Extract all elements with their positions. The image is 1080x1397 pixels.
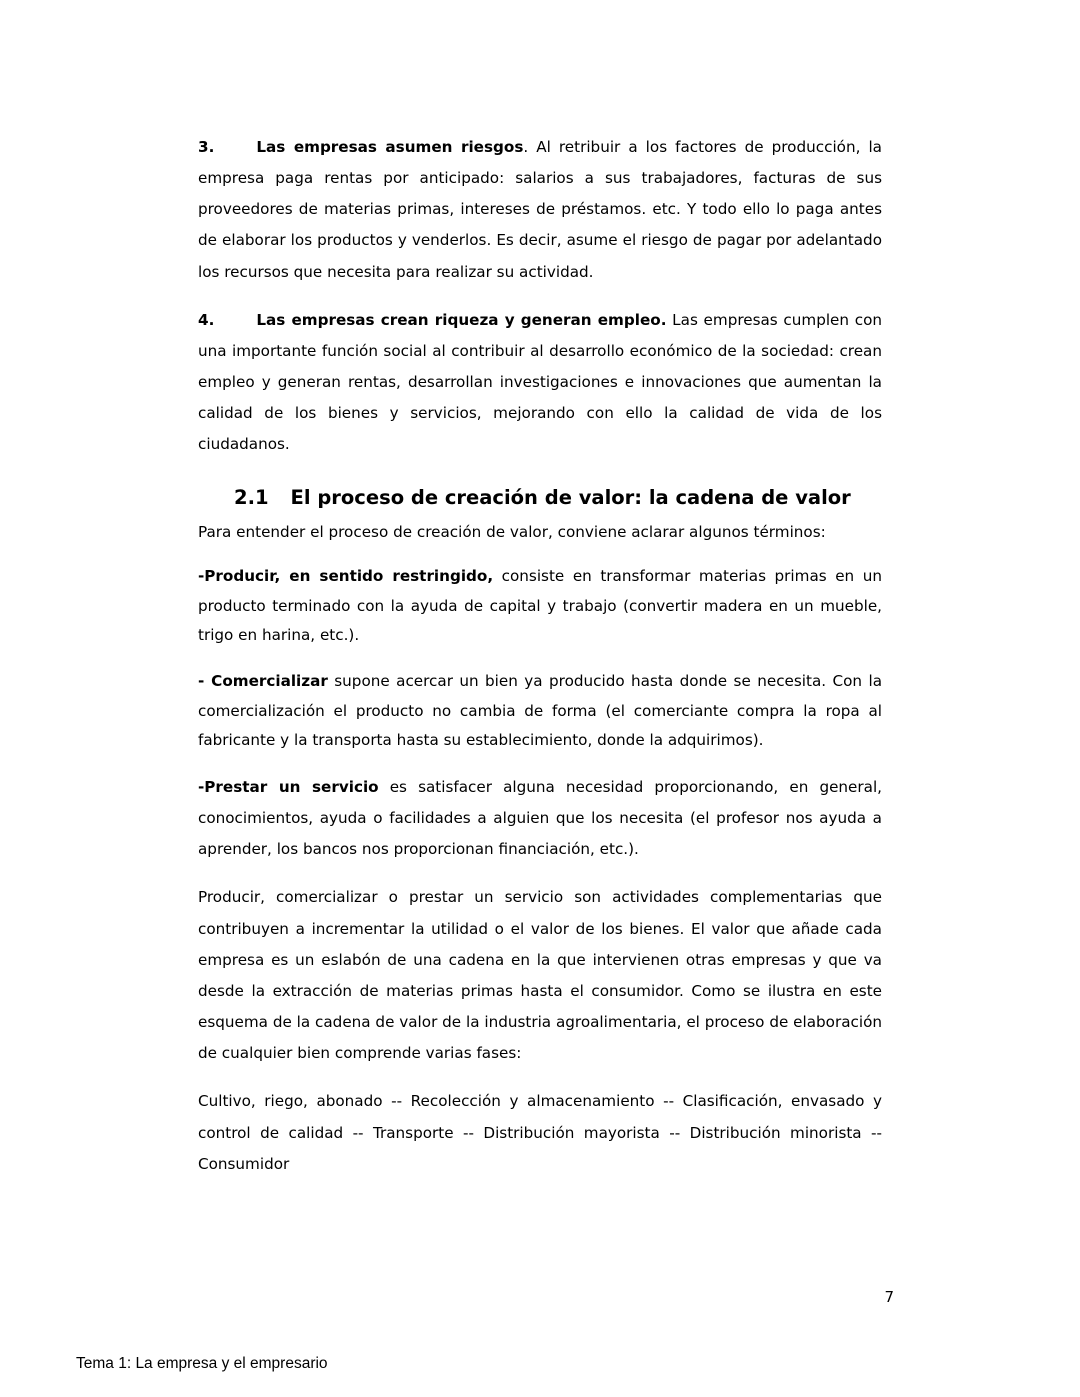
item-4-number: 4. (198, 310, 215, 329)
section-heading-2-1 (198, 483, 882, 512)
definition-prestar-servicio (198, 772, 882, 865)
item-4-bold-lead: Las empresas crean riqueza y generan empleo. (256, 310, 667, 329)
item-4-text: Las empresas cumplen con una importante función social al contribuir al desarrollo económico de la sociedad: crean empleo y generan rentas, desarrollan investigaciones e innovaciones que aumentan la calidad de los bienes y servicios, mejorando con ello la calidad de vida de los ciudadanos. (198, 310, 882, 454)
section-heading-number: 2.1 (234, 485, 269, 509)
value-chain-paragraph: Cultivo, riego, abonado -- Recolección y almacenamiento -- Clasificación, envasado y control de calidad -- Transporte -- Distribución mayorista -- Distribución minorista -- Consumidor (198, 1092, 882, 1173)
numbered-item-4 (198, 305, 882, 461)
definition-producir-text: consiste en transformar materias primas en un producto terminado con la ayuda de capital y trabajo (convertir madera en un mueble, trigo en harina, etc.). (198, 567, 882, 645)
section-heading-title: El proceso de creación de valor: la cadena de valor (290, 485, 851, 509)
document-content (198, 132, 882, 1197)
item-3-number: 3. (198, 138, 215, 156)
item-3-text: . Al retribuir a los factores de producción, la empresa paga rentas por anticipado: salarios a sus trabajadores, facturas de sus proveedores de materias primas, intereses de préstamos. etc. Y todo ello lo paga antes de elaborar los productos y venderlos. Es decir, asume el riesgo de pagar por adelantado los recursos que necesita para realizar su actividad. (198, 138, 882, 281)
body-paragraph: Producir, comercializar o prestar un servicio son actividades complementarias que contribuyen a incrementar la utilidad o el valor de los bienes. El valor que añade cada empresa es un eslabón de una cadena en la que intervienen otras empresas y que va desde la extracción de materias primas hasta el consumidor. Como se ilustra en este esquema de la cadena de valor de la industria agroalimentaria, el proceso de elaboración de cualquier bien comprende varias fases: (198, 888, 882, 1063)
numbered-item-3 (198, 132, 882, 288)
definition-comercializar (198, 667, 882, 756)
definition-prestar-servicio-lead: -Prestar un servicio (198, 777, 379, 796)
definition-comercializar-lead: - Comercializar (198, 672, 328, 691)
definition-producir-lead: -Producir, en sentido restringido, (198, 567, 494, 586)
page-footer: Tema 1: La empresa y el empresario (76, 1355, 328, 1372)
item-3-bold-lead: Las empresas asumen riesgos (256, 138, 524, 156)
definition-prestar-servicio-text: es satisfacer alguna necesidad proporcionando, en general, conocimientos, ayuda o facilidades a alguien que los necesita (el profesor nos ayuda a aprender, los bancos nos proporcionan financiación, etc.). (198, 777, 882, 859)
definition-producir (198, 562, 882, 651)
page-number: 7 (884, 1288, 894, 1306)
definition-comercializar-text: supone acercar un bien ya producido hasta donde se necesita. Con la comercialización el producto no cambia de forma (el comerciante compra la ropa al fabricante y la transporta hasta su establecimiento, donde la adquirimos). (198, 672, 883, 750)
section-intro-paragraph: Para entender el proceso de creación de valor, conviene aclarar algunos términos: (198, 522, 826, 541)
